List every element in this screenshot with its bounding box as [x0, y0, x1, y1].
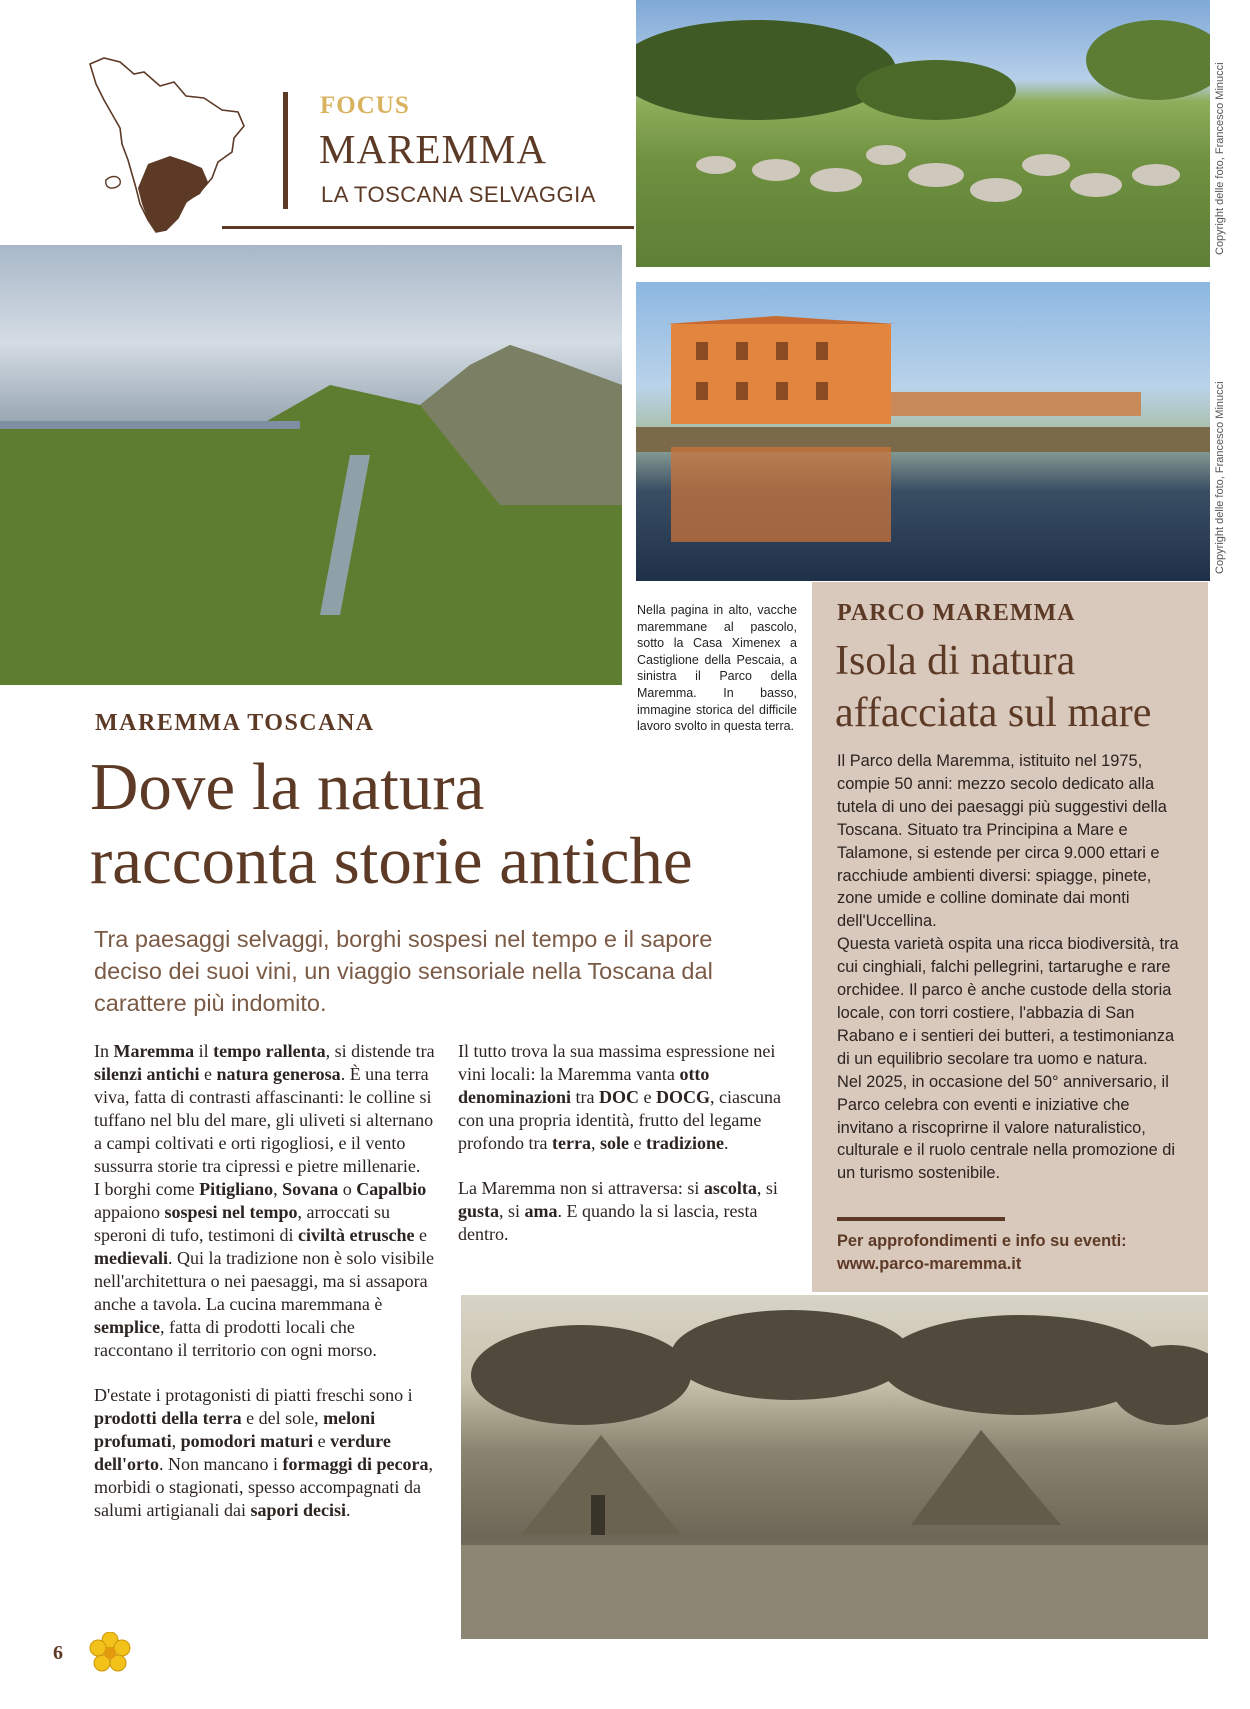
sidebar-info-label: Per approfondimenti e info su eventi:: [837, 1232, 1127, 1250]
sidebar-title: [835, 635, 1205, 739]
article-column-1: [94, 1040, 436, 1522]
flower-icon: [89, 1632, 131, 1674]
sidebar-paragraph-1: Il Parco della Maremma, istituito nel 1975, compie 50 anni: mezzo secolo dedicato alla tutela di uno dei paesaggi più suggestivi della Toscana. Situato tra Principina a Mare e Talamone, si estende per circa 9.000 ettari e racchiude ambienti diversi: spiagge, pinete, zone umide e colline dominate dai monti dell'Uccellina.: [837, 752, 1167, 931]
article-standfirst: Tra paesaggi selvaggi, borghi sospesi nel tempo e il sapore deciso dei suoi vini, un viaggio sensoriale nella Toscana dal carattere più indomito.: [94, 926, 713, 1016]
tuscany-map-icon: [82, 52, 262, 237]
photo-copyright-top: Copyright delle foto, Francesco Minucci: [1214, 62, 1226, 255]
sidebar-info: [837, 1230, 1187, 1276]
paragraph-vini: Il tutto trova la sua massima espressione nei vini locali: la Maremma vanta otto denominazioni tra DOC e DOCG, ciascuna con una propria identità, frutto del legame profondo tra terra, sole e tradizione.: [458, 1041, 781, 1153]
photo-historic-huts: [461, 1295, 1208, 1639]
park-website-link[interactable]: www.parco-maremma.it: [837, 1255, 1022, 1273]
article-headline: [90, 750, 810, 898]
photo-caption: Nella pagina in alto, vacche maremmane al pascolo, sotto la Casa Ximenex a Castiglione della Pescaia, a sinistra il Parco della Maremma. In basso, immagine storica del difficile lavoro svolto in questa terra.: [637, 603, 797, 734]
paragraph-estate: D'estate i protagonisti di piatti freschi sono i prodotti della terra e del sole, meloni profumati, pomodori maturi e verdure dell'orto. Non mancano i formaggi di pecora, morbidi o stagionati, spesso accompagnati da salumi artigianali dai sapori decisi.: [94, 1385, 433, 1520]
header-underline: [222, 226, 634, 229]
article-kicker: MAREMMA TOSCANA: [95, 710, 375, 736]
article-column-2: [458, 1040, 803, 1246]
sidebar-title-line-2: affacciata sul mare: [835, 690, 1152, 736]
photo-cattle-grazing: [636, 0, 1210, 267]
sidebar-divider: [837, 1217, 1005, 1221]
photo-park-landscape: [0, 245, 622, 685]
paragraph-intro: In Maremma il tempo rallenta, si distende tra silenzi antichi e natura generosa. È una terra viva, fatta di contrasti affascinanti: le colline si tuffano nel blu del mare, gli uliveti si alternano a campi coltivati e orti rigogliosi, e il vento sussurra storie tra cipressi e pietre millenarie.: [94, 1041, 435, 1176]
sidebar-paragraph-2: Questa varietà ospita una ricca biodiversità, tra cui cinghiali, falchi pellegrini, tartarughe e rare orchidee. Il parco è anche custode della storia locale, con torri costiere, l'abbazia di San Rabano e i sentieri dei butteri, a testimonianza di un equilibrio secolare tra uomo e natura.: [837, 935, 1179, 1068]
photo-casa-ximenes: [636, 282, 1210, 581]
section-subtitle: LA TOSCANA SELVAGGIA: [321, 182, 596, 207]
sidebar-kicker: PARCO MAREMMA: [837, 600, 1076, 626]
page-number: 6: [53, 1642, 63, 1664]
header-vertical-rule: [283, 92, 288, 209]
sidebar-title-line-1: Isola di natura: [835, 638, 1076, 684]
sidebar-paragraph-3: Nel 2025, in occasione del 50° anniversario, il Parco celebra con eventi e iniziative che invitano a riscoprirne il valore naturalistico, culturale e il ruolo centrale nella promozione di un turismo sostenibile.: [837, 1072, 1176, 1183]
paragraph-borghi: I borghi come Pitigliano, Sovana o Capalbio appaiono sospesi nel tempo, arroccati su speroni di tufo, testimoni di civiltà etrusche e medievali. Qui la tradizione non è solo visibile nell'architettura o nei paesaggi, ma si assapora anche a tavola. La cucina maremmana è semplice, fatta di prodotti locali che raccontano il territorio con ogni morso.: [94, 1179, 434, 1360]
photo-copyright-middle: Copyright delle foto, Francesco Minucci: [1214, 381, 1226, 574]
focus-label: FOCUS: [320, 92, 410, 119]
sidebar-body: [837, 750, 1187, 1185]
headline-line-2: racconta storie antiche: [90, 824, 693, 898]
paragraph-closing: La Maremma non si attraversa: si ascolta, si gusta, si ama. E quando la si lascia, resta dentro.: [458, 1178, 778, 1244]
section-title: MAREMMA: [319, 126, 547, 172]
headline-line-1: Dove la natura: [90, 750, 485, 824]
